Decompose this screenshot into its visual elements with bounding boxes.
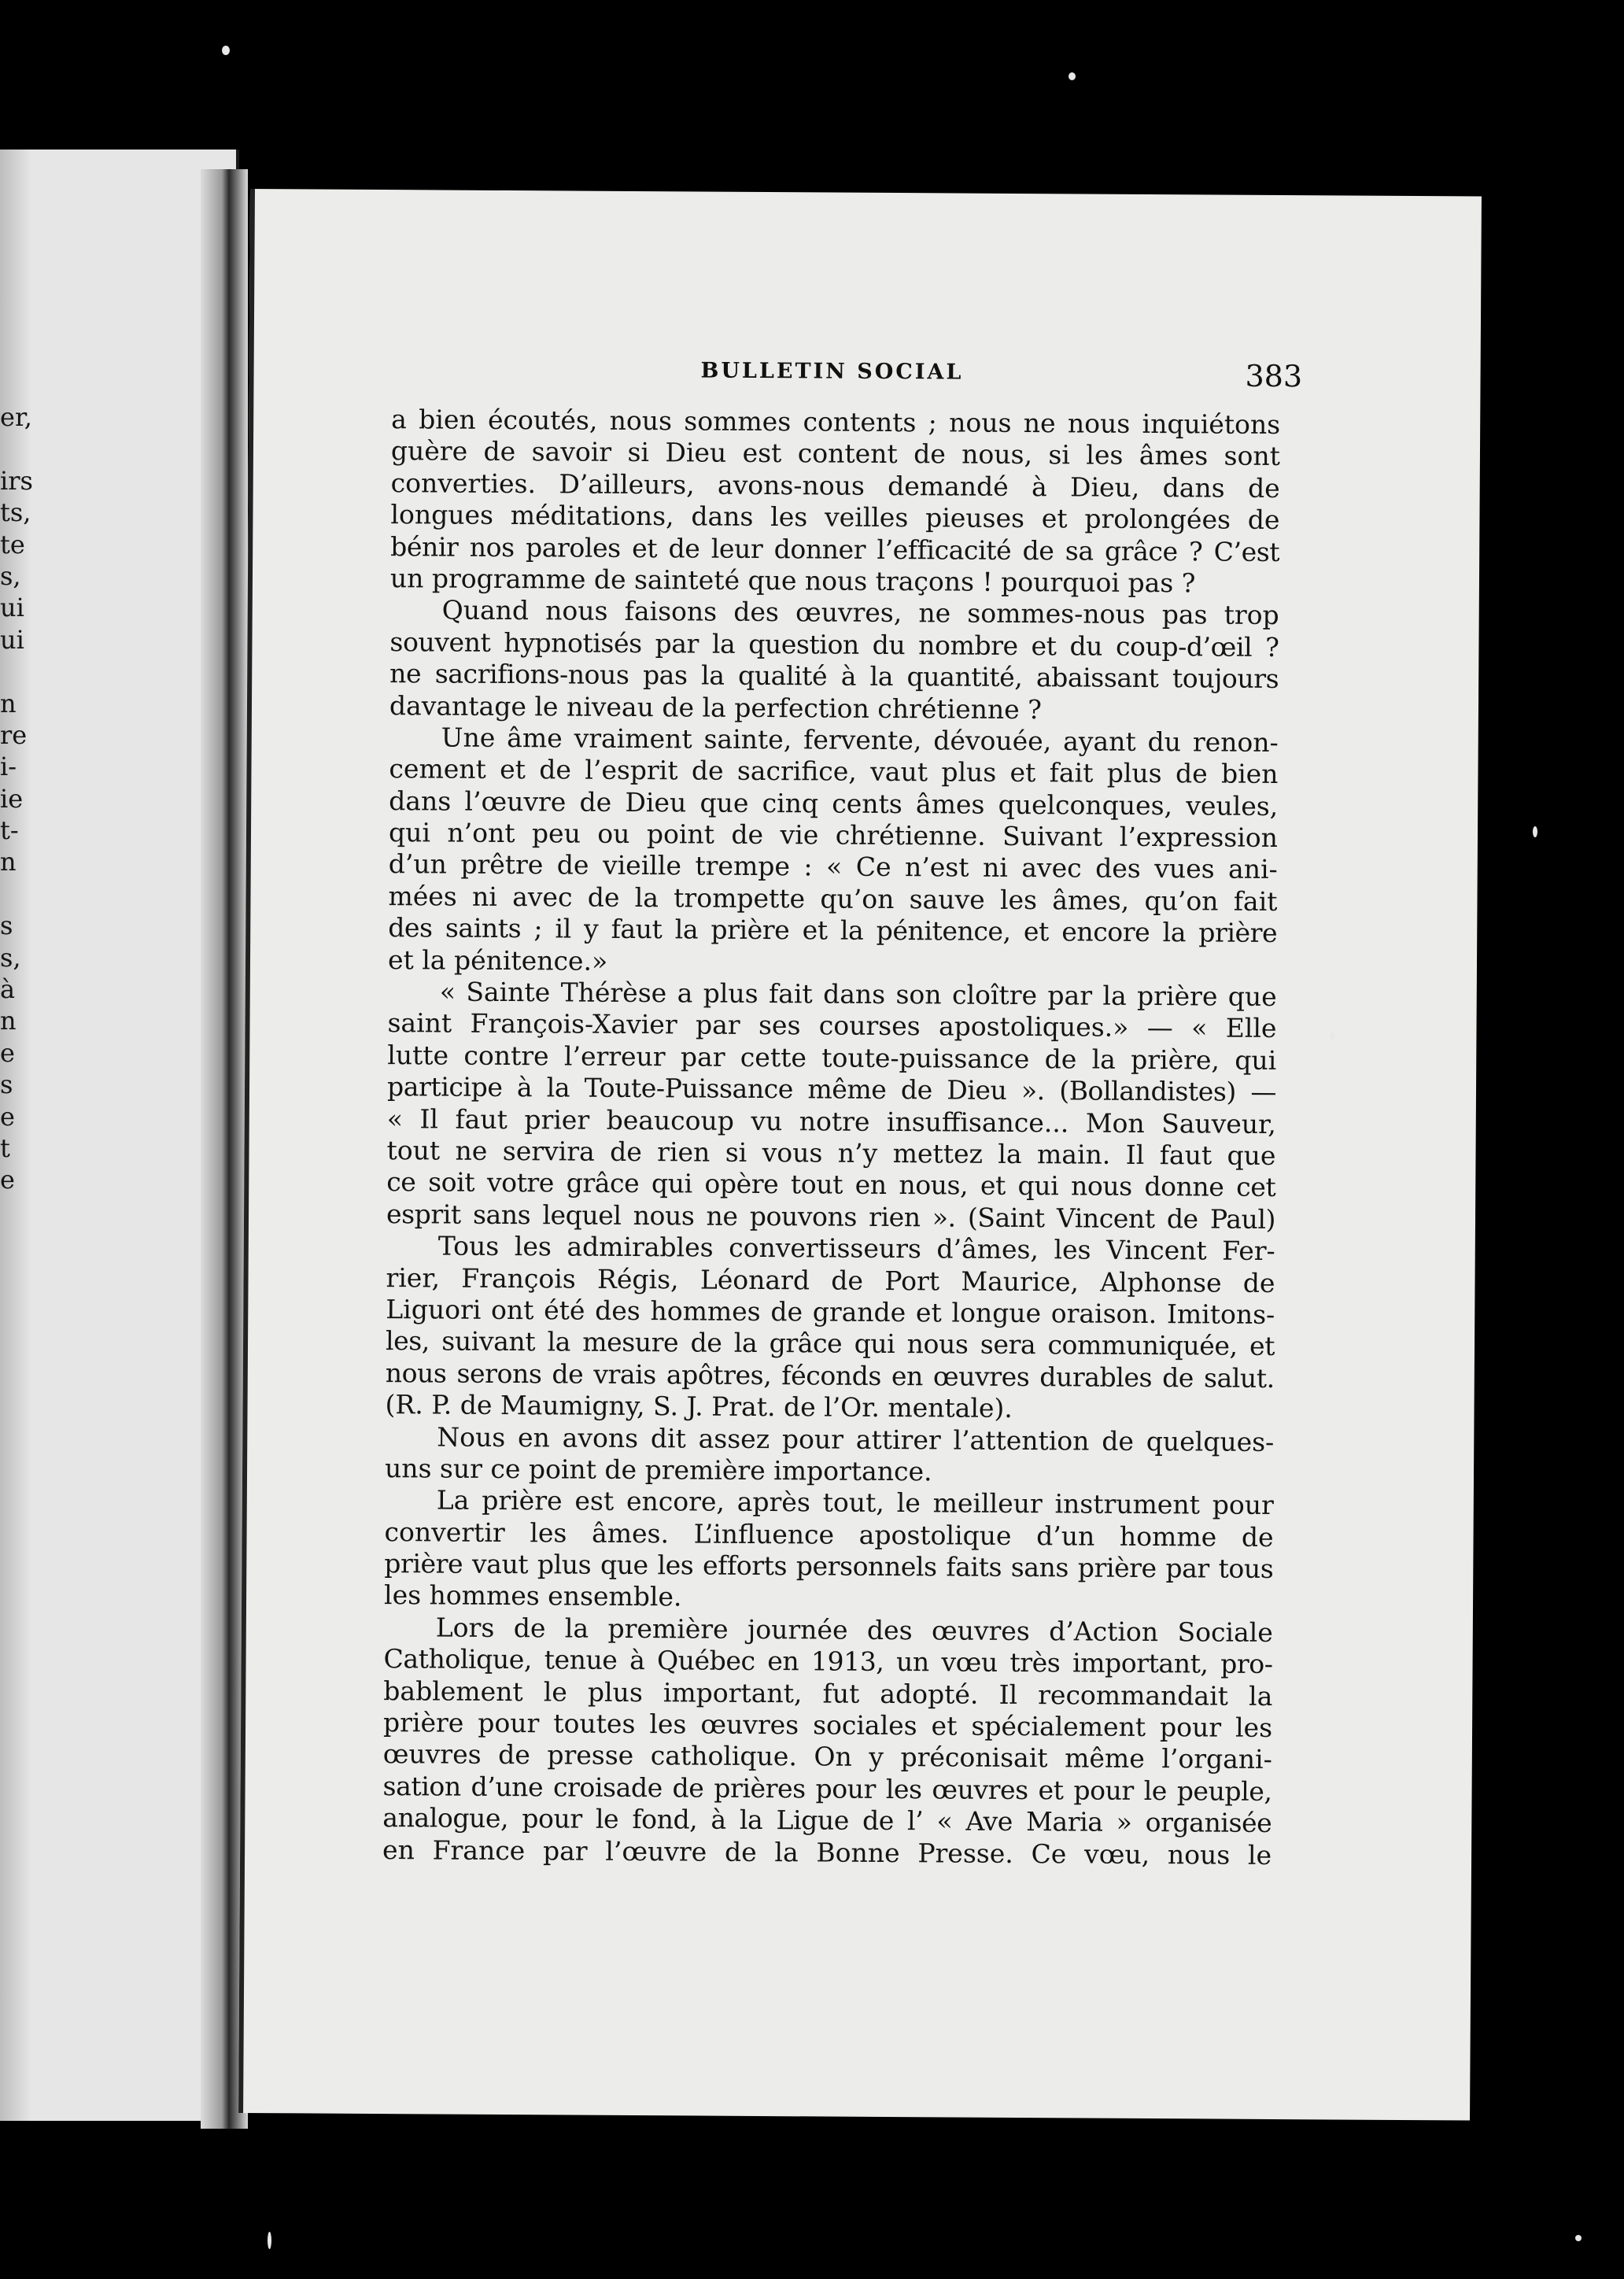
fragment: n: [0, 688, 17, 718]
text-line: mées ni avec de la trompette qu’on sauve les âmes, qu’on fait: [388, 880, 1278, 917]
fragment: s,: [0, 560, 21, 591]
text-line: convertir les âmes. L’influence apostolique d’un homme de: [384, 1516, 1274, 1553]
fragment: ie: [0, 783, 24, 814]
fragment: [0, 878, 24, 910]
text-line: cement et de l’esprit de sacrifice, vaut plus et fait plus de bien: [389, 753, 1279, 790]
fragment: s,: [0, 942, 21, 973]
fragment: s: [0, 910, 13, 941]
text-line: davantage le niveau de la perfection chrétienne ?: [389, 689, 1043, 725]
text-line: un programme de sainteté que nous traçons ! pourquoi pas ?: [389, 563, 1196, 599]
fragment: ts,: [0, 497, 31, 528]
fragment: t: [0, 1132, 10, 1163]
fragment: n: [0, 847, 17, 877]
fragment: n: [0, 1006, 17, 1036]
dust-speck: [1330, 1032, 1335, 1040]
dust-speck: [1069, 72, 1076, 80]
fragment: [0, 656, 24, 687]
text-line: Une âme vraiment sainte, fervente, dévouée, ayant du renon-: [441, 722, 1279, 758]
fragment: irs: [0, 465, 33, 496]
text-line: d’un prêtre de vieille trempe : « Ce n’est ni avec des vues ani-: [388, 848, 1278, 885]
text-line: bénir nos paroles et de leur donner l’efficacité de sa grâce ? C’est: [390, 530, 1280, 567]
text-line: Lors de la première journée des œuvres d’Action Sociale: [435, 1612, 1273, 1648]
text-line: analogue, pour le fond, à la Ligue de l’ « Ave Maria » organisée: [382, 1802, 1272, 1839]
text-line: Liguori ont été des hommes de grande et longue oraison. Imitons-: [386, 1294, 1275, 1330]
fragment: e: [0, 1037, 15, 1068]
text-line: qui n’ont peu ou point de vie chrétienne. Suivant l’expression: [388, 817, 1279, 854]
text-line: les hommes ensemble.: [383, 1579, 682, 1612]
fragment: ui: [0, 624, 24, 655]
text-line: souvent hypnotisés par la question du nombre et du coup-d’œil ?: [389, 626, 1279, 663]
text-line: Quand nous faisons des œuvres, ne sommes-nous pas trop: [441, 594, 1279, 631]
running-title: BULLETIN SOCIAL: [700, 358, 964, 385]
text-line: dans l’œuvre de Dieu que cinq cents âmes quelconques, veules,: [389, 785, 1279, 822]
text-line: esprit sans lequel nous ne pouvons rien ». (Saint Vincent de Paul): [386, 1198, 1276, 1235]
text-line: en France par l’œuvre de la Bonne Presse. Ce vœu, nous le: [382, 1834, 1272, 1871]
text-line: longues méditations, dans les veilles pieuses et prolongées de: [390, 499, 1280, 536]
text-line: converties. D’ailleurs, avons-nous demandé à Dieu, dans de: [390, 467, 1280, 504]
text-line: bablement le plus important, fut adopté. Il recommandait la: [383, 1675, 1273, 1712]
text-line: les, suivant la mesure de la grâce qui nous sera communiquée, et: [385, 1325, 1275, 1362]
fragment: te: [0, 529, 25, 560]
text-line: uns sur ce point de première importance.: [384, 1452, 932, 1487]
fragment: i-: [0, 752, 17, 782]
text-line: ne sacrifions-nous pas la qualité à la quantité, abaissant toujours: [389, 658, 1279, 695]
text-line: rier, François Régis, Léonard de Port Maurice, Alphonse de: [386, 1261, 1275, 1298]
page-number: 383: [1245, 358, 1303, 394]
text-line: Nous en avons dit assez pour attirer l’attention de quelques-: [437, 1420, 1275, 1457]
text-line: sation d’une croisade de prières pour les œuvres et pour le peuple,: [382, 1770, 1272, 1807]
running-head: [253, 356, 1480, 395]
text-line: tout ne servira de rien si vous n’y mettez la main. Il faut que: [386, 1135, 1276, 1171]
text-line: a bien écoutés, nous sommes contents ; nous ne nous inquiétons: [391, 404, 1281, 441]
previous-page-text-fragments: [0, 401, 33, 1196]
text-line: Tous les admirables convertisseurs d’âmes, les Vincent Fer-: [437, 1230, 1275, 1267]
text-line: des saints ; il y faut la prière et la pénitence, et encore la prière: [388, 912, 1278, 949]
fragment: re: [0, 719, 28, 750]
fragment: s: [0, 1069, 13, 1100]
text-line: et la pénitence.»: [387, 944, 608, 977]
text-line: ce soit votre grâce qui opère tout en nous, et qui nous donne cet: [386, 1166, 1276, 1203]
text-line: « Il faut prier beaucoup vu notre insuffisance... Mon Sauveur,: [386, 1103, 1276, 1140]
fragment: e: [0, 1165, 15, 1195]
text-line: saint François-Xavier par ses courses apostoliques.» — « Elle: [387, 1007, 1277, 1044]
text-line: Catholique, tenue à Québec en 1913, un vœu très important, pro-: [383, 1643, 1273, 1680]
fragment: à: [0, 974, 16, 1005]
fragment: ui: [0, 593, 24, 623]
fragment: er,: [0, 402, 32, 432]
fragment: t-: [0, 815, 19, 846]
text-line: œuvres de presse catholique. On y préconisait même l’organi-: [382, 1738, 1272, 1775]
dust-speck: [1533, 826, 1537, 837]
body-text: [382, 404, 1280, 1871]
text-line: nous serons de vrais apôtres, féconds en œuvres durables de salut.: [385, 1357, 1275, 1394]
fragment: [0, 433, 24, 464]
dust-speck: [222, 46, 230, 55]
text-line: participe à la Toute-Puissance même de Dieu ». (Bollandistes) —: [386, 1071, 1277, 1108]
text-line: lutte contre l’erreur par cette toute-puissance de la prière, qui: [387, 1039, 1277, 1076]
dust-speck: [1575, 2235, 1582, 2241]
text-line: guère de savoir si Dieu est content de nous, si les âmes sont: [390, 435, 1281, 472]
text-line: La prière est encore, après tout, le meilleur instrument pour: [436, 1484, 1274, 1521]
text-line: (R. P. de Maumigny, S. J. Prat. de l’Or. mentale).: [385, 1389, 1013, 1424]
text-line: « Sainte Thérèse a plus fait dans son cloître par la prière que: [439, 976, 1277, 1013]
text-line: prière vaut plus que les efforts personnels faits sans prière par tous: [384, 1548, 1274, 1585]
page: [238, 189, 1482, 2121]
text-line: prière pour toutes les œuvres sociales et spécialement pour les: [382, 1707, 1273, 1743]
fragment: e: [0, 1101, 15, 1132]
dust-speck: [268, 2232, 271, 2249]
